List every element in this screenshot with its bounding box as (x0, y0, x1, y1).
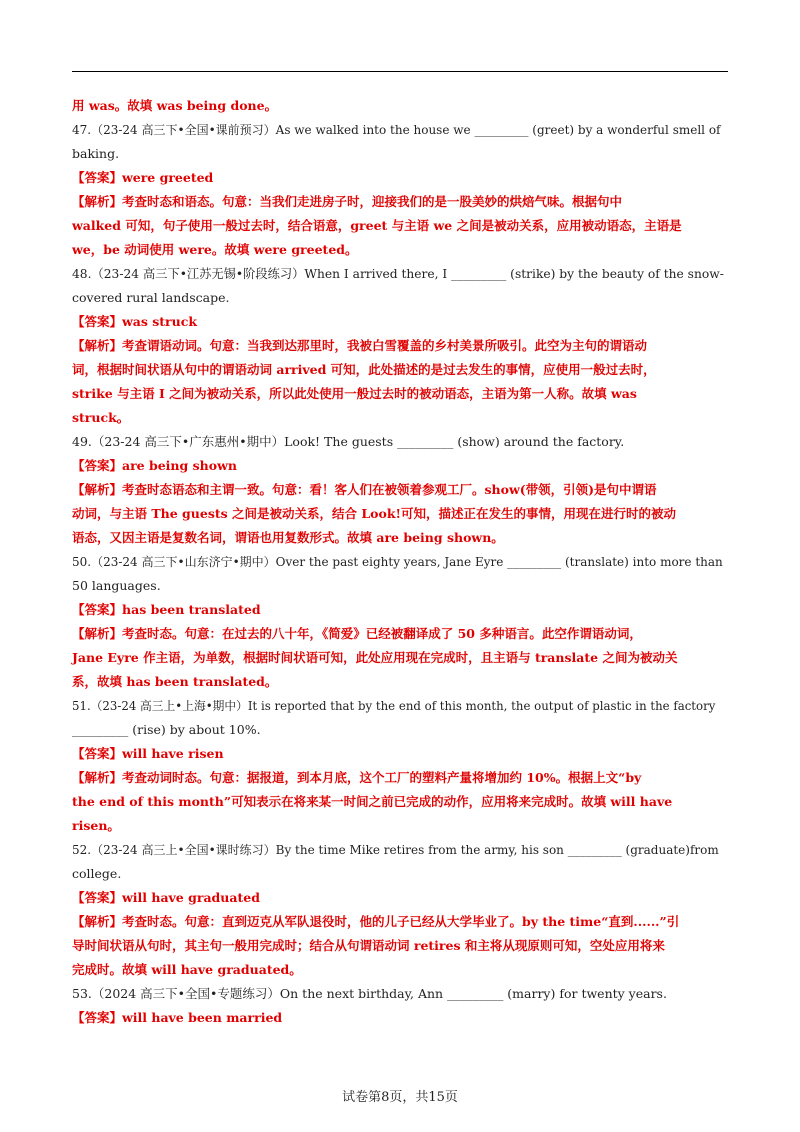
answer-line: 【答案】was struck (72, 314, 198, 329)
question-line: 47.（23-24 高三下•全国•课前预习）As we walked into the house we _________ (greet) by a wonderful smell of (72, 123, 721, 137)
answer-line: 用 was。故填 was being done。 (72, 98, 278, 113)
answer-line: strike 与主语 I 之间为被动关系，所以此处使用一般过去时的被动语态，主语为第一人称。故填 was (72, 386, 637, 401)
question-line: baking. (72, 146, 120, 161)
answer-line: 词，根据时间状语从句中的谓语动词 arrived 可知，此处描述的是过去发生的事情，应使用一般过去时， (72, 362, 656, 377)
answer-line: 系，故填 has been translated。 (72, 674, 278, 689)
answer-line: risen。 (72, 818, 120, 833)
answer-line: 【答案】will have risen (72, 746, 224, 761)
answer-line: 【解析】考查时态。句意：在过去的八十年，《简爱》已经被翻译成了 50 多种语言。此空作谓语动词， (72, 626, 642, 641)
answer-line: walked 可知，句子使用一般过去时，结合语意，greet 与主语 we 之间是被动关系，应用被动语态，主语是 (72, 218, 682, 233)
answer-line: 动词，与主语 The guests 之间是被动关系，结合 Look!可知，描述正在发生的事情，用现在进行时的被动 (72, 506, 676, 521)
answer-line: 完成时。故填 will have graduated。 (72, 962, 302, 977)
question-line: college. (72, 866, 122, 881)
answer-line: 【解析】考查谓语动词。句意：当我到达那里时，我被白雪覆盖的乡村美景所吸引。此空为主句的谓语动 (72, 338, 648, 353)
page-footer: 试卷第8页，共15页 (342, 1090, 458, 1105)
answer-line: 【答案】were greeted (72, 170, 214, 185)
answer-line: Jane Eyre 作主语，为单数，根据时间状语可知，此处应用现在完成时，且主语与 translate 之间为被动关 (72, 650, 678, 665)
answer-line: struck。 (72, 410, 130, 425)
question-line: 50 languages. (72, 578, 161, 593)
question-line: _________ (rise) by about 10%. (72, 722, 261, 737)
question-line: covered rural landscape. (72, 290, 230, 305)
question-line: 48.（23-24 高三下•江苏无锡•阶段练习）When I arrived there, I _________ (strike) by the beauty of the snow- (72, 267, 724, 281)
answer-line: 语态，又因主语是复数名词，谓语也用复数形式。故填 are being shown。 (72, 530, 504, 545)
answer-line: the end of this month”可知表示在将来某一时间之前已完成的动作，应用将来完成时。故填 will have (72, 794, 673, 809)
answer-line: 【答案】will have graduated (72, 890, 260, 905)
header-rule (72, 71, 728, 72)
question-line: 51.（23-24 高三上•上海•期中）It is reported that by the end of this month, the output of plastic in the factory (72, 699, 716, 713)
answer-line: 【解析】考查时态语态和主谓一致。句意：看！客人们在被领着参观工厂。show(带领，引领)是句中谓语 (72, 482, 657, 497)
document-body (72, 94, 728, 1030)
question-line: 52.（23-24 高三上•全国•课时练习）By the time Mike retires from the army, his son _________ (graduate)from (72, 843, 719, 857)
answer-line: 【解析】考查时态和语态。句意：当我们走进房子时，迎接我们的是一股美妙的烘焙气味。根据句中 (72, 194, 623, 209)
question-line: 53.（2024 高三下•全国•专题练习）On the next birthday, Ann _________ (marry) for twenty years. (72, 986, 667, 1001)
question-line: 49.（23-24 高三下•广东惠州•期中）Look! The guests _________ (show) around the factory. (72, 434, 625, 449)
answer-line: 【答案】are being shown (72, 458, 237, 473)
answer-line: 【解析】考查时态。句意：直到迈克从军队退役时，他的儿子已经从大学毕业了。by the time“直到......”引 (72, 914, 680, 929)
question-line: 50.（23-24 高三下•山东济宁•期中）Over the past eighty years, Jane Eyre _________ (translate) into more than (72, 555, 723, 569)
answer-line: 【答案】has been translated (72, 602, 261, 617)
answer-line: 【解析】考查动词时态。句意：据报道，到本月底，这个工厂的塑料产量将增加约 10%。根据上文“by (72, 770, 642, 785)
answer-line: 导时间状语从句时，其主句一般用完成时；结合从句谓语动词 retires 和主将从现原则可知，空处应用将来 (72, 938, 665, 953)
answer-line: we，be 动词使用 were。故填 were greeted。 (72, 242, 358, 257)
answer-line: 【答案】will have been married (72, 1010, 283, 1025)
